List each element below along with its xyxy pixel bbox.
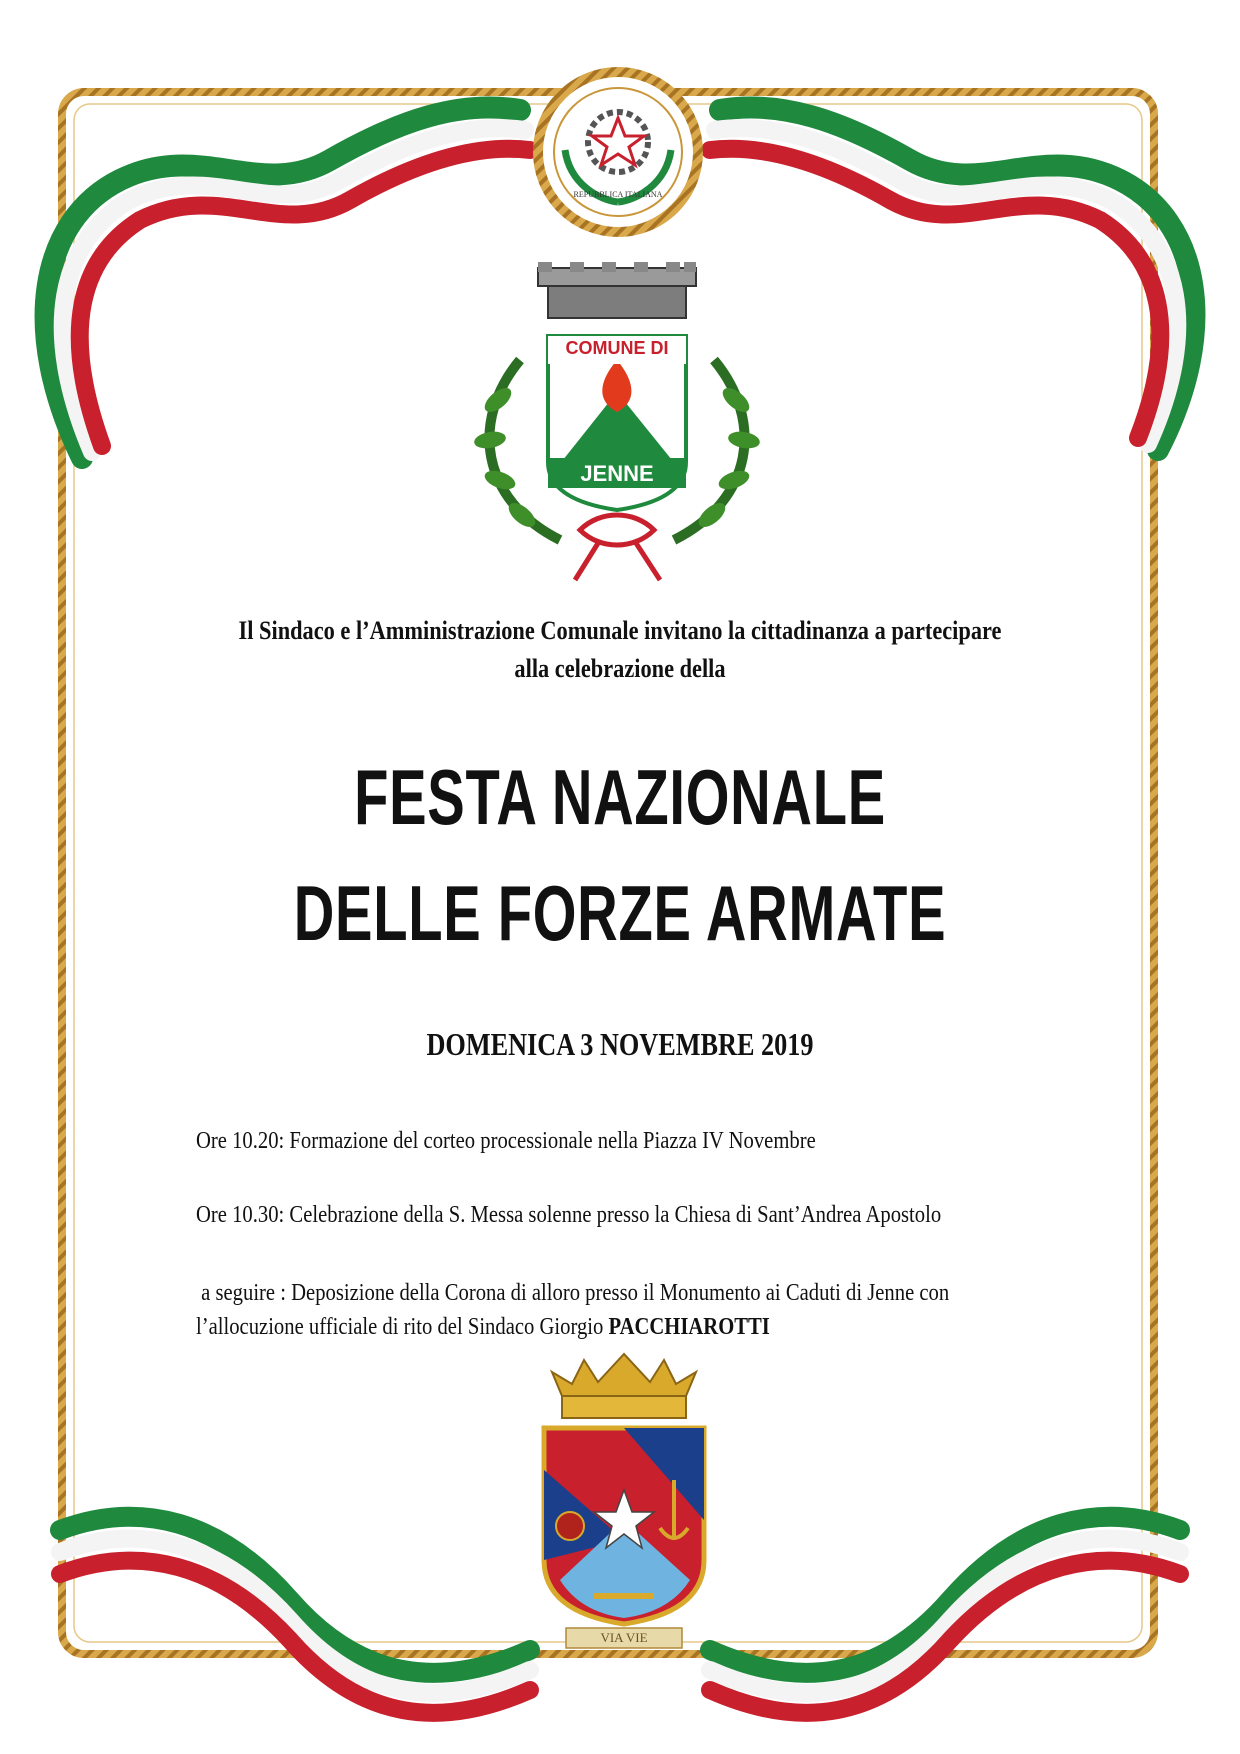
military-motto-label: VIA VIE — [600, 1630, 648, 1645]
event-title-line-1: FESTA NAZIONALE — [354, 753, 886, 841]
program-item-4 — [196, 1310, 953, 1345]
event-title-line-2: DELLE FORZE ARMATE — [293, 869, 947, 957]
mayor-name: PACCHIAROTTI — [608, 1314, 770, 1340]
comune-crest-icon — [473, 262, 761, 580]
armed-forces-emblem-icon — [544, 1354, 704, 1648]
republic-seal-icon — [538, 72, 698, 232]
program-item-4-prefix: l’allocuzione ufficiale di rito del Sindaco Giorgio — [196, 1314, 609, 1340]
republic-seal-label: REPUBBLICA ITALIANA — [573, 190, 663, 199]
program-item-1: Ore 10.20: Formazione del corteo processionale nella Piazza IV Novembre — [196, 1128, 816, 1154]
comune-bottom-label: JENNE — [580, 461, 654, 486]
ribbon-bottom-left — [60, 1517, 530, 1713]
ribbon-top-right — [710, 107, 1194, 450]
invitation-text — [87, 612, 1153, 688]
program-item-3: a seguire : Deposizione della Corona di alloro presso il Monumento ai Caduti di Jenne con — [196, 1280, 950, 1306]
invitation-line-1: Il Sindaco e l’Amministrazione Comunale invitano la cittadinanza a partecipare — [238, 616, 1002, 645]
ribbon-top-left — [46, 107, 530, 458]
event-date: DOMENICA 3 NOVEMBRE 2019 — [426, 1026, 814, 1062]
program-item-2: Ore 10.30: Celebrazione della S. Messa solenne presso la Chiesa di Sant’Andrea Apostolo — [196, 1202, 942, 1228]
invitation-line-2: alla celebrazione della — [514, 654, 726, 683]
comune-top-label: COMUNE DI — [565, 338, 669, 358]
ribbon-bottom-right — [710, 1517, 1180, 1713]
